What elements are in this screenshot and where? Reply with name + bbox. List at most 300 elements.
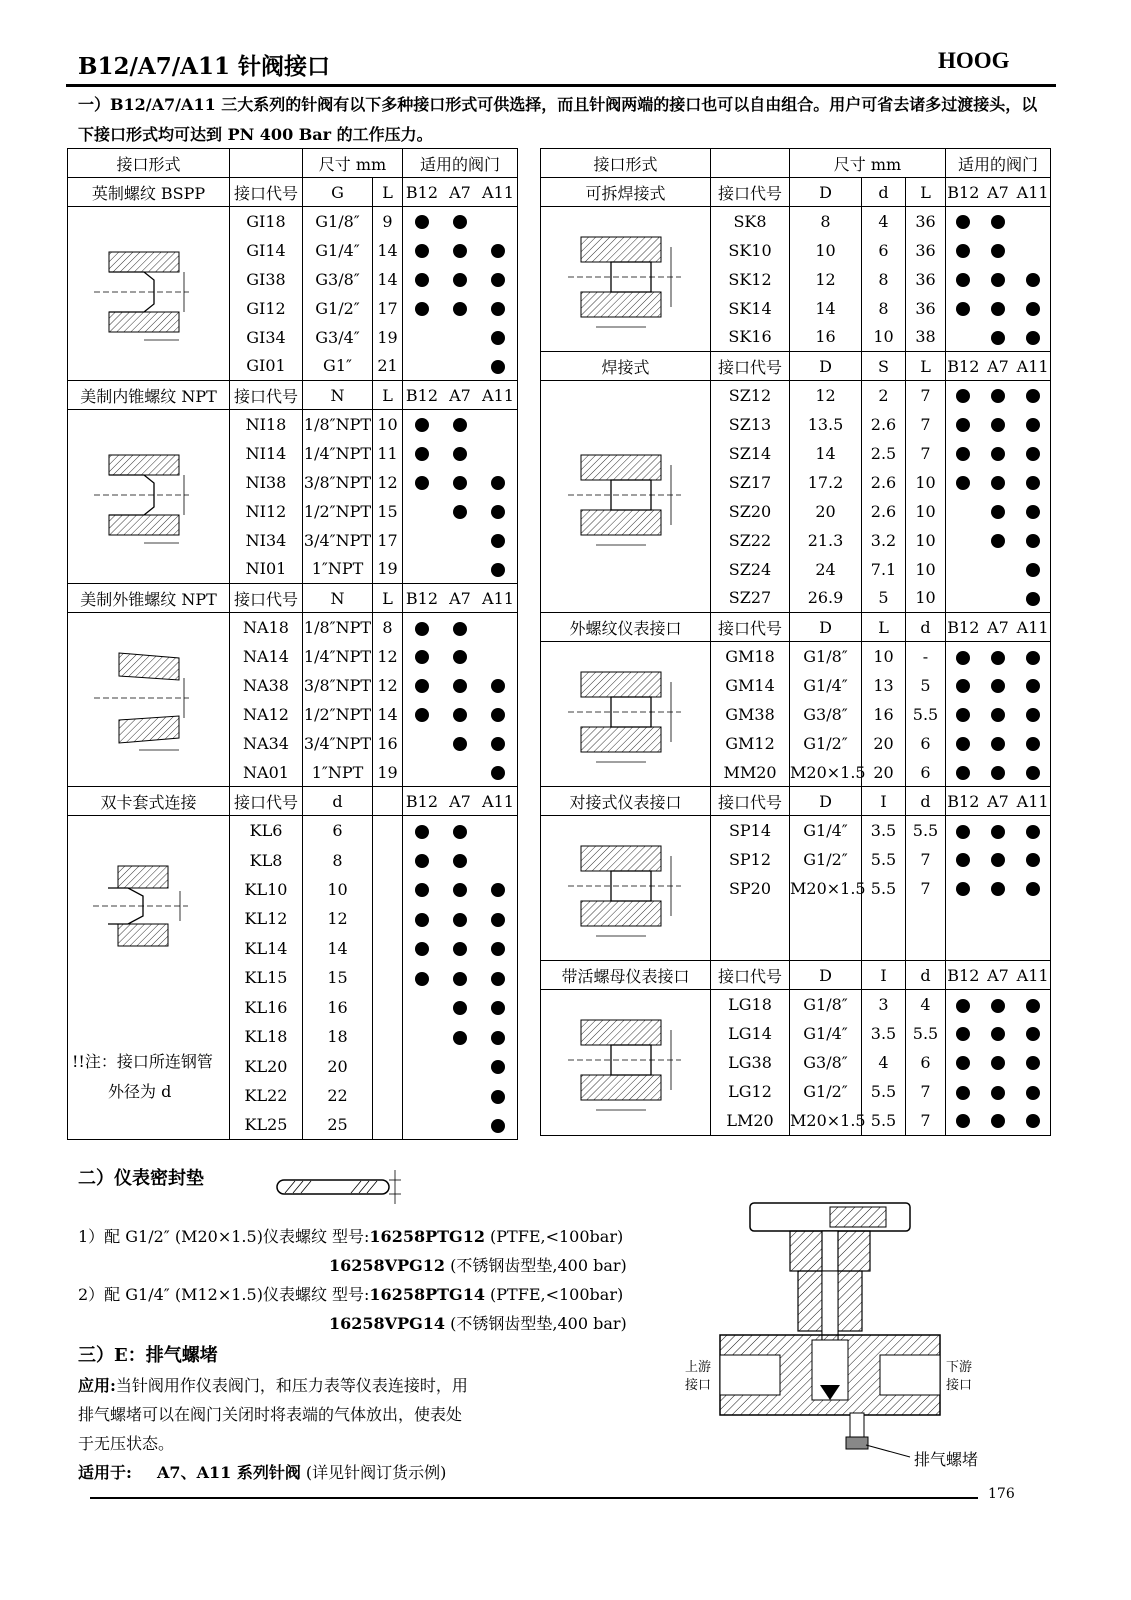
valve-dots bbox=[946, 700, 1051, 729]
interface-code: SZ20 bbox=[711, 497, 790, 526]
header-code: 接口代号 bbox=[230, 584, 303, 613]
upstream-label-line1: 上游 bbox=[685, 1359, 712, 1374]
col-header: D bbox=[790, 961, 862, 990]
applicable-dot bbox=[956, 302, 970, 316]
dimension-value: 12 bbox=[303, 904, 373, 933]
interface-code: NA34 bbox=[230, 729, 303, 758]
col-header: I bbox=[862, 787, 906, 816]
header-valve-cols: B12 A7 A11 bbox=[403, 584, 518, 613]
applicable-dot bbox=[453, 679, 467, 693]
interface-code: KL25 bbox=[230, 1110, 303, 1139]
dimension-value: M20×1.5 bbox=[790, 758, 862, 787]
applicable-dot bbox=[956, 273, 970, 287]
valve-dots bbox=[946, 932, 1051, 961]
dimension-value: 17 bbox=[373, 294, 403, 323]
applicable-dot bbox=[491, 331, 505, 345]
section-name: 英制螺纹 BSPP bbox=[68, 178, 230, 207]
valve-dots bbox=[946, 207, 1051, 236]
interface-code: GI01 bbox=[230, 352, 303, 381]
interface-figure bbox=[68, 613, 230, 787]
applicable-dot bbox=[491, 302, 505, 316]
dimension-value: G1/4″ bbox=[790, 671, 862, 700]
dimension-value: 5.5 bbox=[862, 1077, 906, 1106]
interface-figure bbox=[541, 381, 711, 613]
col-header: L bbox=[862, 613, 906, 642]
dimension-value: 4 bbox=[862, 1048, 906, 1077]
dimension-value: 10 bbox=[862, 642, 906, 671]
applicable-dot bbox=[991, 331, 1005, 345]
dimension-value: 10 bbox=[906, 497, 946, 526]
dimension-value: 14 bbox=[373, 265, 403, 294]
applicable-dot bbox=[453, 505, 467, 519]
applicable-dot bbox=[1026, 766, 1040, 780]
col-header: D bbox=[790, 787, 862, 816]
valve-dots bbox=[946, 439, 1051, 468]
dimension-value: 1/4″NPT bbox=[303, 642, 373, 671]
dimension-value: 5.5 bbox=[906, 816, 946, 845]
applicable-dot bbox=[415, 972, 429, 986]
vent-plug-label: 排气螺堵 bbox=[914, 1450, 979, 1469]
valve-dots bbox=[946, 236, 1051, 265]
applicable-series: A7、A11 系列针阀 bbox=[157, 1463, 301, 1482]
applicable-dot bbox=[1026, 737, 1040, 751]
col-header: d bbox=[906, 961, 946, 990]
applicable-dot bbox=[991, 418, 1005, 432]
valve-dots bbox=[403, 526, 518, 555]
dimension-value bbox=[373, 816, 403, 845]
dimension-value: 8 bbox=[862, 294, 906, 323]
dimension-value: 14 bbox=[790, 294, 862, 323]
col-header: d bbox=[862, 178, 906, 207]
dimension-value: 16 bbox=[373, 729, 403, 758]
interface-code bbox=[711, 903, 790, 932]
applicable-dot bbox=[453, 476, 467, 490]
col-header: d bbox=[303, 787, 373, 816]
interface-figure bbox=[541, 642, 711, 787]
interface-code: NA12 bbox=[230, 700, 303, 729]
interface-code: SZ17 bbox=[711, 468, 790, 497]
applicable-dot bbox=[491, 244, 505, 258]
dimension-value: 20 bbox=[303, 1051, 373, 1080]
header-code: 接口代号 bbox=[230, 381, 303, 410]
dimension-value: 8 bbox=[790, 207, 862, 236]
interface-code: GM14 bbox=[711, 671, 790, 700]
col-header: G bbox=[303, 178, 373, 207]
seal-heading: 二）仪表密封垫 bbox=[78, 1168, 204, 1189]
dimension-value: 2.6 bbox=[862, 410, 906, 439]
dimension-value bbox=[790, 903, 862, 932]
interface-code: SK16 bbox=[711, 323, 790, 352]
needle-valve-drawing bbox=[680, 1195, 1010, 1485]
valve-dots bbox=[946, 1077, 1051, 1106]
valve-dots bbox=[946, 845, 1051, 874]
applicable-dot bbox=[1026, 708, 1040, 722]
applicable-dot bbox=[956, 244, 970, 258]
dimension-value: 20 bbox=[862, 729, 906, 758]
interface-code: LG12 bbox=[711, 1077, 790, 1106]
interface-code: SZ12 bbox=[711, 381, 790, 410]
dimension-value: 36 bbox=[906, 236, 946, 265]
section-name: 外螺纹仪表接口 bbox=[541, 613, 711, 642]
valve-dots bbox=[403, 642, 518, 671]
seal-desc: 1）配 G1/2″ (M20×1.5)仪表螺纹 型号: bbox=[78, 1227, 370, 1246]
dimension-value: 14 bbox=[373, 700, 403, 729]
dimension-value bbox=[906, 932, 946, 961]
dimension-value: 3/4″NPT bbox=[303, 526, 373, 555]
applicable-dot bbox=[491, 942, 505, 956]
table-row bbox=[541, 990, 1051, 1019]
note-line-1: !!注：接口所连钢管 bbox=[72, 1052, 213, 1072]
dimension-value: 36 bbox=[906, 294, 946, 323]
applicable-dot bbox=[491, 737, 505, 751]
interface-code: KL20 bbox=[230, 1051, 303, 1080]
header-blank bbox=[711, 149, 790, 178]
interface-code: NA18 bbox=[230, 613, 303, 642]
valve-dots bbox=[403, 934, 518, 963]
seal-line bbox=[78, 1251, 627, 1281]
dimension-value: 19 bbox=[373, 555, 403, 584]
applicable-dot bbox=[1026, 389, 1040, 403]
interface-code: GM18 bbox=[711, 642, 790, 671]
applicable-dot bbox=[956, 1027, 970, 1041]
section-name: 带活螺母仪表接口 bbox=[541, 961, 711, 990]
applicable-dot bbox=[991, 737, 1005, 751]
header-code: 接口代号 bbox=[711, 613, 790, 642]
interface-code: NI12 bbox=[230, 497, 303, 526]
application-text: 当针阀用作仪表阀门，和压力表等仪表连接时，用排气螺堵可以在阀门关闭时将表端的气体放出，使表处于无压状态。 bbox=[78, 1376, 468, 1453]
dimension-value: 10 bbox=[906, 584, 946, 613]
applicable-dot bbox=[453, 737, 467, 751]
valve-dots bbox=[946, 381, 1051, 410]
header-valve-cols: B12 A7 A11 bbox=[403, 381, 518, 410]
interface-figure bbox=[541, 816, 711, 961]
downstream-label-line1: 下游 bbox=[946, 1359, 973, 1374]
valve-dots bbox=[403, 875, 518, 904]
dimension-value: 3/4″NPT bbox=[303, 729, 373, 758]
header-code: 接口代号 bbox=[711, 961, 790, 990]
dimension-value: 19 bbox=[373, 323, 403, 352]
applicable-dot bbox=[415, 215, 429, 229]
interface-code: NI34 bbox=[230, 526, 303, 555]
interface-code: GI14 bbox=[230, 236, 303, 265]
valve-dots bbox=[403, 671, 518, 700]
applicable-dot bbox=[1026, 302, 1040, 316]
dimension-value: 1/2″NPT bbox=[303, 497, 373, 526]
header-code: 接口代号 bbox=[711, 787, 790, 816]
applicable-dot bbox=[453, 244, 467, 258]
page-number: 176 bbox=[988, 1486, 1015, 1502]
applicable-dot bbox=[956, 737, 970, 751]
valve-dots bbox=[403, 352, 518, 381]
applicable-dot bbox=[453, 273, 467, 287]
dimension-value: 7 bbox=[906, 410, 946, 439]
applicable-dot bbox=[491, 1090, 505, 1104]
dimension-value bbox=[373, 904, 403, 933]
valve-dots bbox=[946, 294, 1051, 323]
applicable-dot bbox=[991, 882, 1005, 896]
applicable-dot bbox=[1026, 825, 1040, 839]
applicable-dot bbox=[1026, 1086, 1040, 1100]
dimension-value bbox=[790, 932, 862, 961]
downstream-label-line2: 接口 bbox=[946, 1377, 973, 1392]
dimension-value: 36 bbox=[906, 265, 946, 294]
interface-code: GI38 bbox=[230, 265, 303, 294]
interface-code: SK8 bbox=[711, 207, 790, 236]
section-name: 双卡套式连接 bbox=[68, 787, 230, 816]
valve-dots bbox=[946, 874, 1051, 903]
interface-code: GM38 bbox=[711, 700, 790, 729]
valve-dots bbox=[403, 1051, 518, 1080]
applicable-dot bbox=[1026, 853, 1040, 867]
dimension-value: 20 bbox=[862, 758, 906, 787]
dimension-value: 5.5 bbox=[906, 700, 946, 729]
seal-model: 16258PTG12 bbox=[369, 1227, 485, 1246]
seal-spec: (不锈钢齿型垫,400 bar) bbox=[445, 1256, 627, 1275]
applicable-dot bbox=[1026, 1027, 1040, 1041]
dimension-value: G1″ bbox=[303, 352, 373, 381]
applicable-dot bbox=[956, 215, 970, 229]
applicable-dot bbox=[491, 360, 505, 374]
valve-dots bbox=[403, 992, 518, 1021]
applicable-dot bbox=[453, 913, 467, 927]
header-valve-cols: B12 A7 A11 bbox=[946, 352, 1051, 381]
applicable-dot bbox=[491, 1119, 505, 1133]
dimension-value: 3.5 bbox=[862, 1019, 906, 1048]
dimension-value: 1/4″NPT bbox=[303, 439, 373, 468]
dimension-value: 8 bbox=[862, 265, 906, 294]
dimension-value: 2.6 bbox=[862, 468, 906, 497]
seal-model: 16258VPG12 bbox=[329, 1256, 446, 1275]
interface-code: LG14 bbox=[711, 1019, 790, 1048]
interface-code: SP12 bbox=[711, 845, 790, 874]
dimension-value: G1/4″ bbox=[303, 236, 373, 265]
dimension-value: G1/2″ bbox=[790, 845, 862, 874]
applicable-dot bbox=[453, 1001, 467, 1015]
applicable-dot bbox=[991, 651, 1005, 665]
interface-code: SZ14 bbox=[711, 439, 790, 468]
intro-paragraph: 一）B12/A7/A11 三大系列的针阀有以下多种接口形式可供选择，而且针阀两端的接口也可以自由组合。用户可省去诸多过渡接头，以下接口形式均可达到 PN 400 Bar 的工作压力。 bbox=[78, 95, 1038, 144]
dimension-value bbox=[862, 903, 906, 932]
valve-dots bbox=[946, 468, 1051, 497]
interface-code: SZ22 bbox=[711, 526, 790, 555]
dimension-value: 12 bbox=[790, 381, 862, 410]
applicable-dot bbox=[991, 853, 1005, 867]
interface-code: NA38 bbox=[230, 671, 303, 700]
seal-line bbox=[78, 1222, 623, 1252]
interface-code: SZ13 bbox=[711, 410, 790, 439]
applicable-dot bbox=[991, 1114, 1005, 1128]
dimension-value: 6 bbox=[303, 816, 373, 845]
applicable-dot bbox=[415, 679, 429, 693]
applicable-dot bbox=[453, 650, 467, 664]
applicable-dot bbox=[1026, 534, 1040, 548]
dimension-value: 15 bbox=[373, 497, 403, 526]
section-name: 美制内锥螺纹 NPT bbox=[68, 381, 230, 410]
applicable-dot bbox=[415, 854, 429, 868]
interface-code: SZ27 bbox=[711, 584, 790, 613]
dimension-value: 2.6 bbox=[862, 497, 906, 526]
applicable-dot bbox=[491, 1031, 505, 1045]
applicable-dot bbox=[491, 913, 505, 927]
valve-dots bbox=[403, 323, 518, 352]
dimension-value: 5.5 bbox=[862, 874, 906, 903]
vent-heading: 三）E：排气螺堵 bbox=[78, 1345, 218, 1366]
applicable-dot bbox=[453, 942, 467, 956]
dimension-value: 6 bbox=[906, 1048, 946, 1077]
applicable-dot bbox=[1026, 447, 1040, 461]
header-valve-cols: B12 A7 A11 bbox=[946, 613, 1051, 642]
dimension-value: 16 bbox=[862, 700, 906, 729]
dimension-value: 7 bbox=[906, 439, 946, 468]
applicable-dot bbox=[491, 534, 505, 548]
valve-dots bbox=[403, 700, 518, 729]
valve-dots bbox=[946, 729, 1051, 758]
applicable-dot bbox=[956, 651, 970, 665]
dimension-value: 5.5 bbox=[906, 1019, 946, 1048]
col-header bbox=[373, 787, 403, 816]
valve-dots bbox=[403, 294, 518, 323]
dimension-value bbox=[373, 1022, 403, 1051]
applicable-dot bbox=[453, 708, 467, 722]
applicable-dot bbox=[1026, 1056, 1040, 1070]
interface-code: NA01 bbox=[230, 758, 303, 787]
right-interface-table bbox=[540, 148, 1051, 1136]
applicable-dot bbox=[1026, 592, 1040, 606]
seal-spec: (PTFE,<100bar) bbox=[484, 1227, 624, 1246]
section-name: 对接式仪表接口 bbox=[541, 787, 711, 816]
dimension-value bbox=[906, 903, 946, 932]
valve-dots bbox=[946, 410, 1051, 439]
header-valve-cols: B12 A7 A11 bbox=[403, 178, 518, 207]
applicable-dot bbox=[956, 1114, 970, 1128]
interface-figure bbox=[68, 410, 230, 584]
interface-code: MM20 bbox=[711, 758, 790, 787]
table-row bbox=[68, 613, 518, 642]
applicable-dot bbox=[991, 1027, 1005, 1041]
dimension-value: 11 bbox=[373, 439, 403, 468]
valve-dots bbox=[403, 729, 518, 758]
dimension-value: 14 bbox=[790, 439, 862, 468]
interface-code: NI14 bbox=[230, 439, 303, 468]
applicable-dot bbox=[491, 766, 505, 780]
col-header: D bbox=[790, 352, 862, 381]
footer-rule bbox=[90, 1497, 978, 1499]
dimension-value: 17 bbox=[373, 526, 403, 555]
vent-applicable bbox=[78, 1458, 446, 1487]
valve-dots bbox=[946, 903, 1051, 932]
dimension-value: 24 bbox=[790, 555, 862, 584]
applicable-dot bbox=[1026, 505, 1040, 519]
dimension-value: 4 bbox=[906, 990, 946, 1019]
applicable-dot bbox=[415, 447, 429, 461]
dimension-value: 7.1 bbox=[862, 555, 906, 584]
dimension-value: M20×1.5 bbox=[790, 874, 862, 903]
interface-code: NI18 bbox=[230, 410, 303, 439]
applicable-dot bbox=[991, 476, 1005, 490]
header-size: 尺寸 mm bbox=[790, 149, 946, 178]
table-row bbox=[68, 410, 518, 439]
valve-dots bbox=[946, 497, 1051, 526]
interface-code: KL6 bbox=[230, 816, 303, 845]
left-interface-table bbox=[67, 148, 518, 1140]
applicable-dot bbox=[453, 1031, 467, 1045]
dimension-value: 16 bbox=[303, 992, 373, 1021]
applicable-dot bbox=[491, 273, 505, 287]
header-blank bbox=[230, 149, 303, 178]
dimension-value: 10 bbox=[906, 468, 946, 497]
interface-figure bbox=[68, 207, 230, 381]
dimension-value: 14 bbox=[303, 934, 373, 963]
interface-code: LM20 bbox=[711, 1106, 790, 1135]
valve-dots bbox=[403, 207, 518, 236]
table-row bbox=[68, 816, 518, 845]
dimension-value: 12 bbox=[373, 468, 403, 497]
interface-code: SK14 bbox=[711, 294, 790, 323]
applicable-dot bbox=[991, 302, 1005, 316]
dimension-value: G3/4″ bbox=[303, 323, 373, 352]
dimension-value: 7 bbox=[906, 1077, 946, 1106]
dimension-value bbox=[373, 963, 403, 992]
note-line-2: 外径为 d bbox=[108, 1082, 172, 1102]
dimension-value bbox=[373, 1081, 403, 1110]
applicable-dot bbox=[1026, 273, 1040, 287]
col-header: N bbox=[303, 381, 373, 410]
dimension-value: 2 bbox=[862, 381, 906, 410]
valve-dots bbox=[946, 555, 1051, 584]
applicable-dot bbox=[991, 825, 1005, 839]
valve-dots bbox=[946, 1019, 1051, 1048]
dimension-value: 3/8″NPT bbox=[303, 468, 373, 497]
applicable-dot bbox=[453, 972, 467, 986]
dimension-value: G1/2″ bbox=[790, 729, 862, 758]
valve-dots bbox=[403, 555, 518, 584]
applicable-dot bbox=[991, 505, 1005, 519]
applicable-dot bbox=[453, 418, 467, 432]
applicable-dot bbox=[491, 883, 505, 897]
applicable-dot bbox=[956, 476, 970, 490]
dimension-value: 3.2 bbox=[862, 526, 906, 555]
dimension-value: G3/8″ bbox=[790, 700, 862, 729]
dimension-value bbox=[373, 845, 403, 874]
dimension-value: 5 bbox=[862, 584, 906, 613]
applicable-dot bbox=[491, 679, 505, 693]
dimension-value: 13.5 bbox=[790, 410, 862, 439]
interface-figure bbox=[541, 990, 711, 1135]
dimension-value: 17.2 bbox=[790, 468, 862, 497]
applicable-dot bbox=[453, 883, 467, 897]
header-valve-cols: B12 A7 A11 bbox=[946, 961, 1051, 990]
header-code: 接口代号 bbox=[711, 178, 790, 207]
interface-code: KL10 bbox=[230, 875, 303, 904]
section-name: 美制外锥螺纹 NPT bbox=[68, 584, 230, 613]
dimension-value: 13 bbox=[862, 671, 906, 700]
seal-spec: (不锈钢齿型垫,400 bar) bbox=[445, 1314, 627, 1333]
dimension-value: 1/2″NPT bbox=[303, 700, 373, 729]
seal-line bbox=[78, 1280, 623, 1310]
dimension-value: 22 bbox=[303, 1081, 373, 1110]
section-name: 焊接式 bbox=[541, 352, 711, 381]
dimension-value: 14 bbox=[373, 236, 403, 265]
applicable-dot bbox=[991, 534, 1005, 548]
col-header: I bbox=[862, 961, 906, 990]
interface-code: KL15 bbox=[230, 963, 303, 992]
header-valve-cols: B12 A7 A11 bbox=[403, 787, 518, 816]
valve-dots bbox=[403, 845, 518, 874]
col-header: d bbox=[906, 613, 946, 642]
applicable-dot bbox=[991, 273, 1005, 287]
applicable-dot bbox=[991, 389, 1005, 403]
valve-dots bbox=[946, 1048, 1051, 1077]
